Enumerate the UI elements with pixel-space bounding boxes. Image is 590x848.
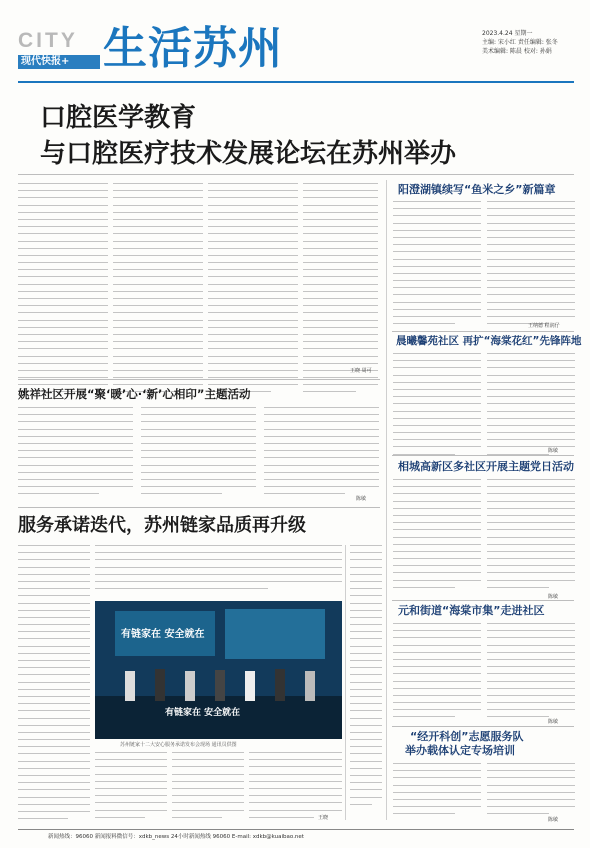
masthead-title: 生活苏州 <box>103 23 283 74</box>
lead-headline-line1: 口腔医学教育 <box>40 103 197 133</box>
headline-divider <box>18 174 574 175</box>
lead-byline: 王晓 周可 <box>350 368 372 374</box>
story-jingkai-col1 <box>393 763 481 821</box>
story-title-jingkai-1: “经开科创”志愿服务队 <box>410 730 524 743</box>
story-xiangcheng-col1 <box>393 479 481 594</box>
story-title-yuanhe: 元和街道“海棠市集”走进社区 <box>398 604 545 617</box>
section-divider <box>18 379 380 380</box>
lead-column-1 <box>18 183 108 399</box>
story-jingkai-byline: 陈敏 <box>548 817 559 823</box>
editor-line: 主编: 宋小红 责任编辑: 张冬 <box>482 39 558 46</box>
section-divider <box>18 507 380 508</box>
story-yuanhe-col2 <box>487 623 575 724</box>
story-yaoxiang-col3 <box>264 407 379 500</box>
photo-banner-2: 有链家在 安全就在 <box>165 708 241 718</box>
section-label: CITY <box>18 29 78 52</box>
story-divider <box>392 726 574 727</box>
story-lianjia-col2 <box>95 752 167 824</box>
story-lianjia-col3 <box>172 752 244 824</box>
footer-rule <box>18 829 574 830</box>
story-title-chenxi: 晨曦馨苑社区 再扩“海棠花红”先锋阵地 <box>396 335 582 347</box>
story-yuanhe-col1 <box>393 623 481 724</box>
masthead-rule <box>18 81 574 83</box>
story-title-lianjia: 服务承诺迭代，苏州链家品质再升级 <box>18 515 306 536</box>
lead-headline-line2: 与口腔医疗技术发展论坛在苏州举办 <box>40 139 457 169</box>
story-jingkai-col2 <box>487 763 575 821</box>
photo-banner-1: 有链家在 安全就在 <box>121 629 205 640</box>
column-divider <box>345 545 346 820</box>
stage-illustration <box>95 601 342 739</box>
photo-caption: 苏州链家十二大安心服务承诺发布会现场 通讯员供图 <box>120 742 237 748</box>
story-divider <box>392 600 574 601</box>
story-lianjia-byline: 王晓 <box>318 815 329 821</box>
story-yangchenghu-col1 <box>393 201 481 330</box>
brand-logo: 现代快报+ <box>18 55 100 69</box>
story-divider <box>392 331 574 332</box>
story-yuanhe-byline: 陈敏 <box>548 719 559 725</box>
story-title-jingkai-2: 举办载体认定专场培训 <box>405 744 515 757</box>
story-title-yangchenghu: 阳澄湖镇续写“鱼米之乡”新篇章 <box>398 183 556 196</box>
story-lianjia-col4 <box>249 752 342 824</box>
story-chenxi-col1 <box>393 353 481 461</box>
story-yangchenghu-byline: 王纳德 程润仔 <box>528 323 560 329</box>
story-chenxi-col2 <box>487 353 575 461</box>
story-lianjia-col1 <box>18 545 90 825</box>
story-xiangcheng-byline: 陈敏 <box>548 594 559 600</box>
event-photo <box>95 601 342 739</box>
story-title-yaoxiang: 姚祥社区开展“聚‘暖’心·‘新’心相印”主题活动 <box>18 387 251 401</box>
date-line: 2023.4.24 星期一 <box>482 30 533 37</box>
footer-text: 新闻热线：96060 新闻报料微信号：xdkb_news 24小时新闻热线 96060 E-mail: xdkb@kuaibao.net <box>48 834 304 840</box>
story-chenxi-byline: 陈敏 <box>548 448 559 454</box>
column-divider <box>386 180 387 820</box>
story-lianjia-col2-top <box>95 545 342 595</box>
story-xiangcheng-col2 <box>487 479 575 594</box>
lead-column-2 <box>113 183 203 399</box>
story-divider <box>392 455 574 456</box>
designer-line: 美术编辑: 陈晨 校对: 孙娟 <box>482 48 552 55</box>
lead-column-3 <box>208 183 298 399</box>
story-yangchenghu-col2 <box>487 201 575 330</box>
story-yaoxiang-col2 <box>141 407 256 500</box>
story-title-xiangcheng: 相城高新区多社区开展主题党日活动 <box>398 460 574 473</box>
story-lianjia-side <box>350 545 382 811</box>
story-yaoxiang-byline: 陈敏 <box>356 496 367 502</box>
story-yaoxiang-col1 <box>18 407 133 500</box>
